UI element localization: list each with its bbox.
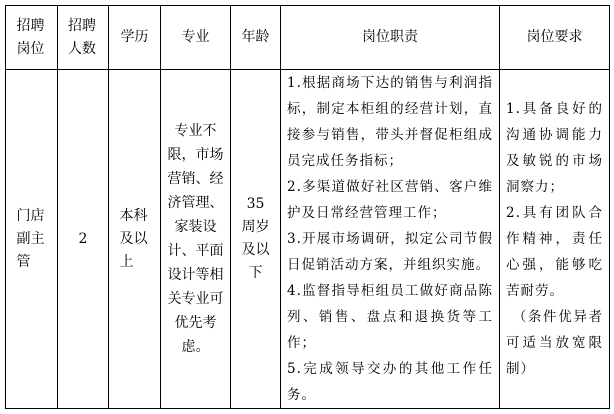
header-age-label: 年龄 <box>241 29 270 45</box>
count-value: 2 <box>78 230 88 247</box>
cell-count <box>58 70 109 409</box>
age-value: 35周岁及以下 <box>241 196 270 281</box>
header-major-label: 专业 <box>181 29 210 45</box>
header-count-label: 招聘人数 <box>68 17 96 57</box>
requirement-item-1: 1.具备良好的沟通协调能力及敏锐的市场洞察力； <box>506 101 603 195</box>
cell-duties <box>281 70 500 409</box>
header-duties <box>281 6 500 70</box>
duty-item-3: 3.开展市场调研，拟定公司节假日促销活动方案，并组织实施。 <box>287 231 493 273</box>
header-requirements <box>500 6 610 70</box>
duty-item-4: 4.监督指导柜组员工做好商品陈列、销售、盘点和退换货等工作； <box>287 283 493 351</box>
job-requirements-table <box>5 5 610 409</box>
header-education <box>109 6 161 70</box>
header-major <box>161 6 231 70</box>
table-header-row <box>6 6 610 70</box>
header-age <box>231 6 281 70</box>
requirement-item-2: 2.具有团队合作精神，责任心强，能够吃苦耐劳。 <box>506 205 603 299</box>
cell-age <box>231 70 281 409</box>
duty-item-2: 2.多渠道做好社区营销、客户维护及日常经营管理工作； <box>287 179 493 221</box>
duty-item-5: 5.完成领导交办的其他工作任务。 <box>287 361 493 403</box>
duty-item-1: 1.根据商场下达的销售与利润指标，制定本柜组的经营计划，直接参与销售，带头并督促柜组成员完成任务指标； <box>287 75 493 169</box>
header-position-label: 招聘岗位 <box>16 17 45 57</box>
education-value: 本科及以上 <box>119 207 148 270</box>
cell-education <box>109 70 161 409</box>
cell-position <box>6 70 58 409</box>
cell-requirements <box>500 70 610 409</box>
header-duties-label: 岗位职责 <box>362 29 418 45</box>
header-count <box>58 6 109 70</box>
header-position <box>6 6 58 70</box>
table-row <box>6 70 610 409</box>
requirement-note: （条件优异者可适当放宽限制） <box>506 309 603 377</box>
position-value: 门店副主管 <box>16 207 45 270</box>
header-education-label: 学历 <box>120 29 149 45</box>
major-value: 专业不限，市场营销、经济管理、家装设计、平面设计等相关专业可优先考虑。 <box>167 123 224 355</box>
header-requirements-label: 岗位要求 <box>526 29 583 45</box>
cell-major <box>161 70 231 409</box>
